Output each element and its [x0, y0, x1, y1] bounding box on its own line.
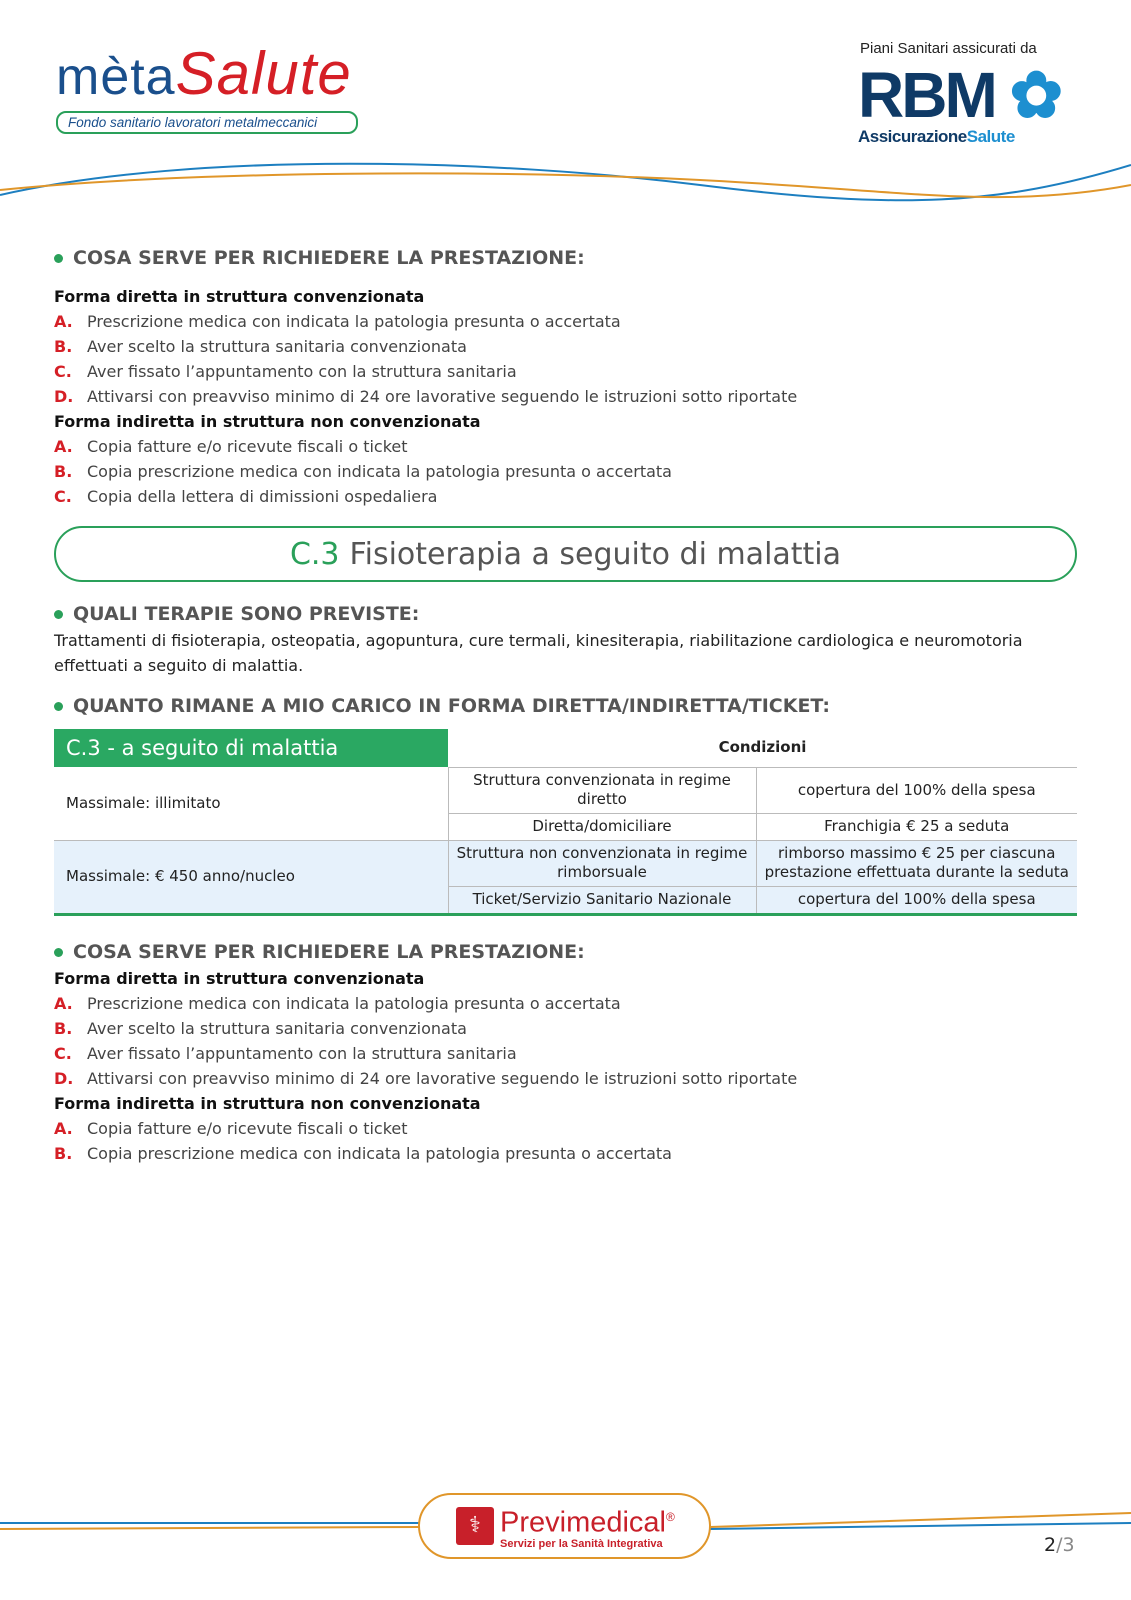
bullet-icon — [54, 702, 63, 711]
conditions-header: Condizioni — [448, 729, 1077, 767]
bullet-icon — [54, 610, 63, 619]
table-row: Massimale: € 450 anno/nucleo Struttura non convenzionata in regime rimborsuale rimborso massimo € 25 per ciascuna prestazione effettuata durante la seduta — [54, 840, 1077, 886]
section-heading-costs: QUANTO RIMANE A MIO CARICO IN FORMA DIRETTA/INDIRETTA/TICKET: — [54, 695, 830, 717]
page-number: 2/3 — [1044, 1534, 1075, 1556]
rbm-flower-icon: ✿ — [994, 59, 1061, 131]
section-heading-therapies: QUALI TERAPIE SONO PREVISTE: — [54, 603, 419, 625]
therapies-text: Trattamenti di fisioterapia, osteopatia, agopuntura, cure termali, kinesiterapia, riabilitazione cardiologica e neuromotoria effettuati a seguito di malattia. — [54, 631, 1023, 675]
requirements-list: Forma diretta in struttura convenzionata A. Prescrizione medica con indicata la patologia presunta o accertata B. Aver scelto la struttura sanitaria convenzionata C. Aver fissato l’appuntamento con la struttura sanitaria D. Attivarsi con preavviso minimo di 24 ore lavorative seguendo le istruzioni sotto riportate Forma indiretta in struttura non convenzionata A. Copia fatture e/o ricevute fiscali o ticket B. Copia prescrizione medica con indicata la patologia presunta o accertata C. Copia della lettera di dimissioni ospedaliera — [54, 287, 798, 506]
section-heading-requirements-2: COSA SERVE PER RICHIEDERE LA PRESTAZIONE: — [54, 941, 585, 963]
section-heading-requirements: COSA SERVE PER RICHIEDERE LA PRESTAZIONE: — [54, 247, 585, 269]
header-wave-decoration — [0, 150, 1131, 220]
bullet-icon — [54, 254, 63, 263]
rbm-caption: Piani Sanitari assicurati da — [860, 40, 1037, 57]
table-row: Massimale: illimitato Struttura convenzionata in regime diretto copertura del 100% della spesa — [54, 767, 1077, 813]
requirements-list-2: Forma diretta in struttura convenzionata A. Prescrizione medica con indicata la patologia presunta o accertata B. Aver scelto la struttura sanitaria convenzionata C. Aver fissato l’appuntamento con la struttura sanitaria D. Attivarsi con preavviso minimo di 24 ore lavorative seguendo le istruzioni sotto riportate Forma indiretta in struttura non convenzionata A. Copia fatture e/o ricevute fiscali o ticket B. Copia prescrizione medica con indicata la patologia presunta o accertata — [54, 969, 798, 1163]
conditions-table — [54, 729, 1077, 916]
table-row: Ticket/Servizio Sanitario Nazionale copertura del 100% della spesa — [54, 886, 1077, 914]
rbm-logo: Piani Sanitari assicurati da RBM ✿ AssicurazioneSalute — [858, 40, 1078, 147]
caduceus-icon: ⚕ — [456, 1507, 494, 1545]
metasalute-tagline: Fondo sanitario lavoratori metalmeccanici — [56, 111, 358, 134]
table-row: Diretta/domiciliare Franchigia € 25 a seduta — [54, 813, 1077, 840]
previmedical-logo: ⚕ Previmedical® Servizi per la Sanità Integrativa — [418, 1493, 711, 1559]
section-title-c3: C.3 Fisioterapia a seguito di malattia — [54, 526, 1077, 582]
table-title: C.3 - a seguito di malattia — [54, 729, 448, 767]
bullet-icon — [54, 948, 63, 957]
metasalute-logo: mètaSalute Fondo sanitario lavoratori metalmeccanici — [56, 44, 358, 134]
